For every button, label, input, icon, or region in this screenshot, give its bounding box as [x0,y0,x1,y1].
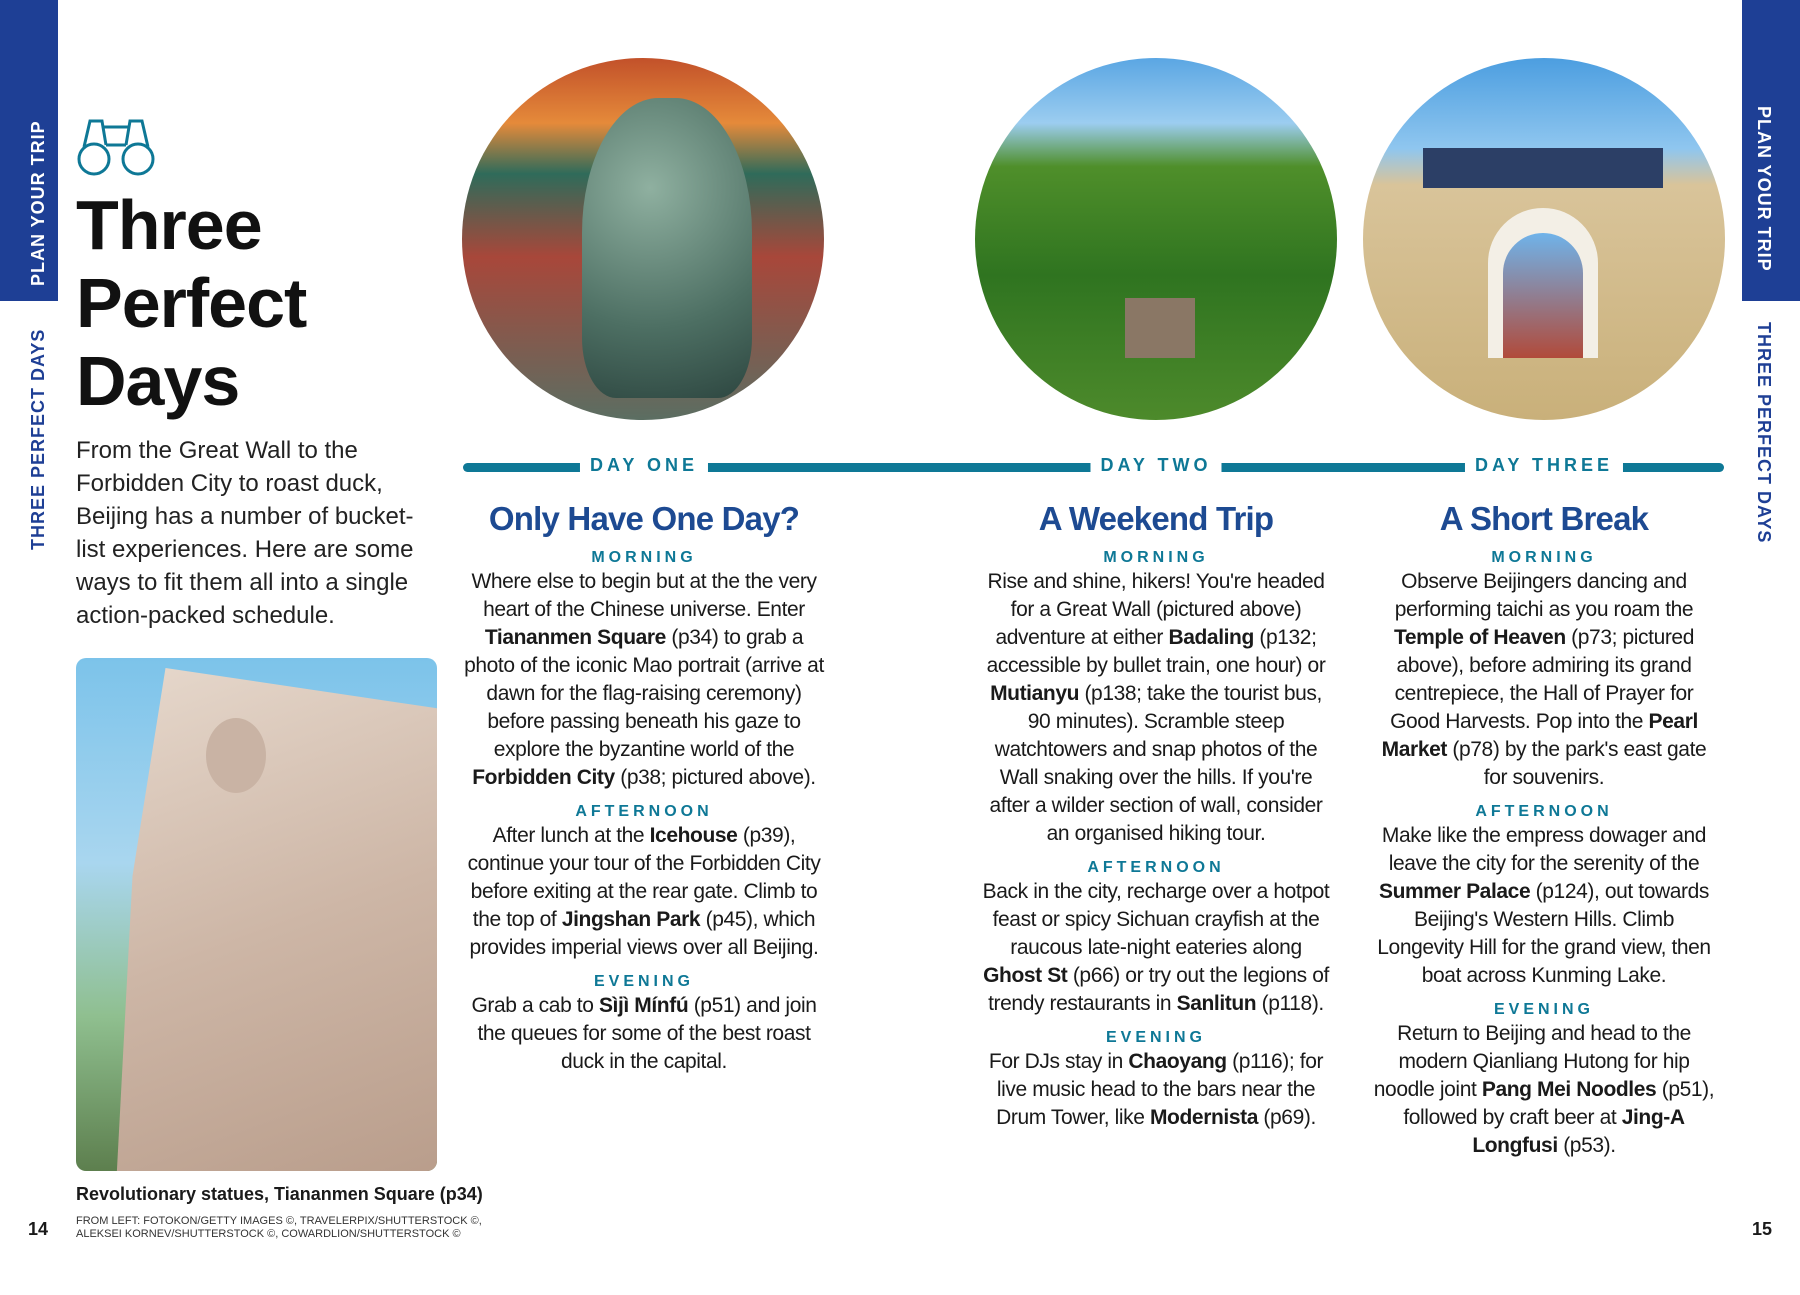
day-heading: A Short Break [1439,500,1649,537]
title-line: Three [76,186,262,264]
right-plan-label: PLAN YOUR TRIP [1754,106,1774,272]
text-segment: (p51) and join the queues for some of the best roast duck in the capital. [477,994,817,1073]
place-name: Mutianyu [990,682,1080,705]
text-segment: After lunch at the [492,824,650,847]
text-segment: (p116); for live music head to the bars near the Drum Tower, like [996,1050,1324,1129]
text-segment: (p53). [1557,1134,1616,1157]
text-segment: Return to Beijing and head to the modern Qianliang Hutong for hip noodle joint [1373,1022,1691,1101]
itinerary-text [979,568,1334,848]
itinerary-text [1372,822,1717,990]
photo-credits [76,1215,482,1241]
time-of-day-label: AFTERNOON [575,803,713,820]
place-name: Pearl Market [1381,710,1698,761]
time-of-day-label: MORNING [591,549,697,566]
left-plan-label: PLAN YOUR TRIP [28,120,48,286]
title-line: Perfect [76,264,307,342]
great-wall-photo [975,58,1337,420]
credit-line: FROM LEFT: FOTOKON/GETTY IMAGES ©, TRAVELERPIX/SHUTTERSTOCK ©, [76,1215,482,1227]
text-segment: (p118). [1256,992,1324,1015]
text-segment: (p138; take the tourist bus, 90 minutes). Scramble steep watchtowers and snap photos of the Wall snaking over the hills. If you're after a wilder section of wall, consider an organised hiking tour. [989,682,1323,845]
time-of-day-label: MORNING [1491,549,1597,566]
time-of-day-label: EVENING [1105,1029,1206,1046]
place-name: Ghost St [983,964,1068,987]
text-segment: (p39), continue your tour of the Forbidden City before exiting at the rear gate. Climb to the top of [467,824,821,931]
text-segment: (p69). [1257,1106,1316,1129]
itinerary-text [979,878,1334,1018]
itinerary-text [1372,568,1717,792]
place-name: Sanlitun [1176,992,1257,1015]
right-section-label: THREE PERFECT DAYS [1754,322,1774,544]
photo-caption: Revolutionary statues, Tiananmen Square (p34) [76,1184,483,1204]
text-segment: Grab a cab to [471,994,599,1017]
left-section-label: THREE PERFECT DAYS [28,328,48,550]
place-name: Summer Palace [1379,880,1531,903]
itinerary-text [464,568,824,792]
page-title [76,186,306,420]
text-segment: (p124), out towards Beijing's Western Hills. Climb Longevity Hill for the grand view, then boat across Kunming Lake. [1377,880,1711,987]
text-segment: (p34) to grab a photo of the iconic Mao portrait (arrive at dawn for the flag-raising ceremony) before passing beneath his gaze to explore the byzantine world of the [464,626,824,761]
place-name: Jing-A Longfusi [1472,1106,1685,1157]
time-of-day-label: EVENING [1493,1001,1594,1018]
place-name: Pang Mei Noodles [1481,1078,1657,1101]
binoculars-icon [76,115,156,177]
time-of-day-label: AFTERNOON [1475,803,1613,820]
day-column [464,500,824,1076]
text-segment: (p38; pictured above). [614,766,816,789]
text-segment: Observe Beijingers dancing and performing taichi as you roam the [1394,570,1694,621]
place-name: Temple of Heaven [1393,626,1566,649]
time-of-day-label: AFTERNOON [1087,859,1225,876]
time-of-day-label: EVENING [593,973,694,990]
text-segment: (p132; accessible by bullet train, one hour) or [986,626,1326,677]
guardian-lion-photo [462,58,824,420]
itinerary-text [464,822,824,962]
text-segment: Where else to begin but at the the very heart of the Chinese universe. Enter [471,570,817,621]
text-segment: (p73; pictured above), before admiring its grand centrepiece, the Hall of Prayer for Good Harvests. Pop into the [1390,626,1694,733]
text-segment: Rise and shine, hikers! You're headed for a Great Wall (pictured above) adventure at either [987,570,1325,649]
day-label: DAY THREE [1465,455,1623,476]
credit-line: ALEKSEI KORNEV/SHUTTERSTOCK ©, COWARDLION/SHUTTERSTOCK © [76,1228,461,1240]
page-number-right: 15 [1751,1219,1772,1239]
time-of-day-label: MORNING [1103,549,1209,566]
day-heading: A Weekend Trip [1038,500,1274,537]
place-name: Sìjì Mínfú [598,994,689,1017]
day-heading: Only Have One Day? [488,500,800,537]
page-number-left: 14 [28,1219,49,1239]
place-name: Modernista [1149,1106,1258,1129]
text-segment: (p51), followed by craft beer at [1403,1078,1715,1129]
place-name: Icehouse [649,824,738,847]
day-label: DAY ONE [580,455,708,476]
text-segment: Back in the city, recharge over a hotpot feast or spicy Sichuan crayfish at the raucous late-night eateries along [982,880,1330,959]
place-name: Badaling [1168,626,1254,649]
itinerary-text [464,992,824,1076]
text-segment: Make like the empress dowager and leave the city for the serenity of the [1381,824,1707,875]
itinerary-text [979,1048,1334,1132]
day-label: DAY TWO [1090,455,1221,476]
place-name: Tiananmen Square [484,626,666,649]
day-column [1372,500,1717,1160]
revolutionary-statues-photo [76,658,437,1171]
text-segment: (p78) by the park's east gate for souvenirs. [1446,738,1707,789]
place-name: Jingshan Park [561,908,701,931]
text-segment: For DJs stay in [988,1050,1129,1073]
temple-of-heaven-gate-photo [1363,58,1725,420]
place-name: Forbidden City [472,766,615,789]
day-column [979,500,1334,1132]
title-line: Days [76,342,240,420]
itinerary-text [1372,1020,1717,1160]
text-segment: (p45), which provides imperial views over all Beijing. [469,908,819,959]
text-segment: (p66) or try out the legions of trendy restaurants in [988,964,1329,1015]
place-name: Chaoyang [1128,1050,1227,1073]
intro-text: From the Great Wall to the Forbidden City to roast duck, Beijing has a number of bucket-list experiences. Here are some ways to fit them all into a single action-packed schedule. [76,437,414,629]
